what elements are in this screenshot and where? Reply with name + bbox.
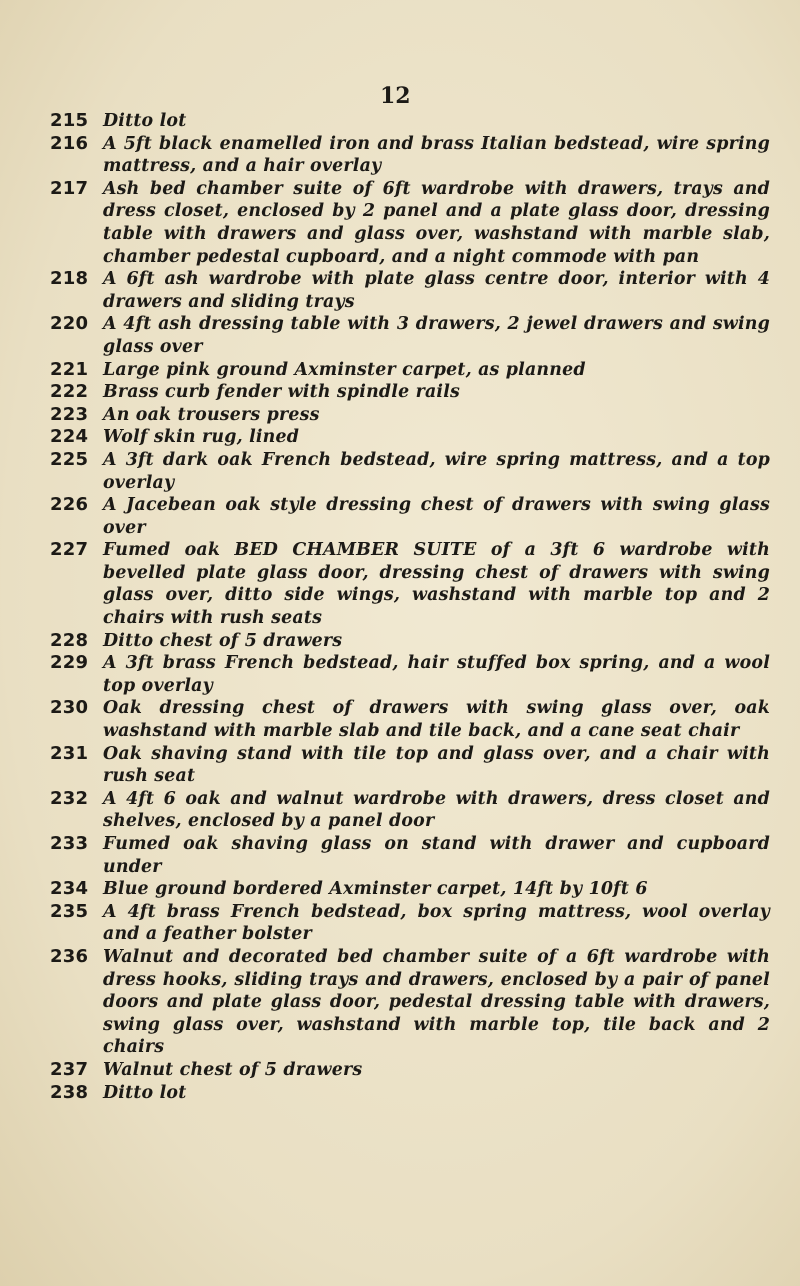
lot-number: 228 [50, 629, 89, 651]
lot-description: A 4ft brass French bedstead, box spring mattress, wool overlay and a feather bolster [103, 901, 770, 945]
lot-entry [50, 878, 770, 901]
lot-list [50, 110, 770, 1104]
lot-description: Brass curb fender with spindle rails [103, 382, 461, 403]
lot-number: 232 [50, 787, 89, 809]
lot-entry [50, 946, 770, 1059]
lot-entry [50, 1059, 770, 1082]
lot-entry [50, 110, 770, 133]
lot-entry [50, 539, 770, 629]
lot-description: Walnut chest of 5 drawers [103, 1059, 363, 1080]
lot-number: 221 [50, 358, 89, 380]
lot-description: A 5ft black enamelled iron and brass Italian bedstead, wire spring mattress, and a hair overlay [103, 133, 770, 177]
lot-description: Fumed oak shaving glass on stand with drawer and cupboard under [103, 834, 770, 877]
lot-description: Wolf skin rug, lined [103, 427, 300, 448]
lot-number: 238 [50, 1081, 89, 1103]
lot-number: 230 [50, 697, 89, 719]
lot-number: 237 [50, 1058, 89, 1080]
lot-number: 235 [50, 900, 89, 922]
lot-number: 222 [50, 381, 89, 403]
lot-description: Walnut and decorated bed chamber suite of a 6ft wardrobe with dress hooks, sliding trays and drawers, enclosed by a pair of panel doors and plate glass door, pedestal dressing table with drawers, swing glass over, washstand with marble top, tile back and 2 chairs [103, 946, 770, 1058]
page-number: 12 [380, 83, 411, 109]
lot-number: 236 [50, 945, 89, 967]
lot-description: A Jacebean oak style dressing chest of drawers with swing glass over [103, 495, 770, 538]
lot-description: Ash bed chamber suite of 6ft wardrobe with drawers, trays and dress closet, enclosed by 2 panel and a plate glass door, dressing table with drawers and glass over, washstand with marble slab, chamber pedestal cupboard, and a night commode with pan [103, 178, 770, 267]
lot-description: A 3ft dark oak French bedstead, wire spring mattress, and a top overlay [103, 449, 770, 493]
lot-description: An oak trousers press [103, 404, 320, 425]
lot-number: 233 [50, 833, 89, 854]
lot-entry [50, 788, 770, 833]
lot-number: 227 [50, 539, 89, 561]
lot-description: Ditto lot [103, 1082, 187, 1103]
lot-description: Fumed oak BED CHAMBER SUITE of a 3ft 6 wardrobe with bevelled plate glass door, dressing chest of drawers with swing glass over, ditto side wings, washstand with marble top and 2 chairs with rush seats [103, 540, 770, 629]
lot-number: 234 [50, 878, 89, 900]
lot-entry [50, 268, 770, 313]
lot-number: 229 [50, 652, 89, 674]
lot-entry [50, 449, 770, 494]
lot-description: Ditto lot [103, 111, 187, 131]
lot-entry [50, 697, 770, 742]
lot-entry [50, 359, 770, 382]
lot-entry [50, 1082, 770, 1105]
lot-entry [50, 743, 770, 788]
lot-number: 217 [50, 177, 89, 199]
lot-entry [50, 178, 770, 268]
lot-description: Oak dressing chest of drawers with swing glass over, oak washstand with marble slab and tile back, and a cane seat chair [103, 698, 770, 742]
lot-number: 220 [50, 313, 89, 335]
lot-description: A 4ft 6 oak and walnut wardrobe with drawers, dress closet and shelves, enclosed by a panel door [103, 788, 770, 832]
lot-entry [50, 404, 770, 427]
lot-number: 224 [50, 426, 89, 448]
lot-number: 225 [50, 448, 89, 470]
lot-number: 226 [50, 494, 89, 516]
lot-description: Oak shaving stand with tile top and glass over, and a chair with rush seat [103, 743, 770, 787]
lot-description: A 3ft brass French bedstead, hair stuffed box spring, and a wool top overlay [103, 653, 770, 696]
lot-entry [50, 313, 770, 358]
lot-description: Ditto chest of 5 drawers [103, 630, 343, 651]
lot-number: 215 [50, 110, 89, 131]
lot-entry [50, 381, 770, 404]
lot-entry [50, 833, 770, 878]
lot-number: 218 [50, 268, 89, 290]
lot-entry [50, 133, 770, 178]
lot-number: 223 [50, 403, 89, 425]
lot-description: Large pink ground Axminster carpet, as planned [103, 359, 586, 380]
lot-entry [50, 426, 770, 449]
lot-entry [50, 901, 770, 946]
lot-description: Blue ground bordered Axminster carpet, 14ft by 10ft 6 [103, 879, 648, 900]
lot-number: 231 [50, 742, 89, 764]
lot-entry [50, 630, 770, 653]
lot-number: 216 [50, 132, 89, 154]
lot-entry [50, 494, 770, 539]
lot-entry [50, 652, 770, 697]
lot-description: A 6ft ash wardrobe with plate glass centre door, interior with 4 drawers and sliding trays [103, 269, 770, 312]
lot-description: A 4ft ash dressing table with 3 drawers, 2 jewel drawers and swing glass over [103, 314, 770, 357]
